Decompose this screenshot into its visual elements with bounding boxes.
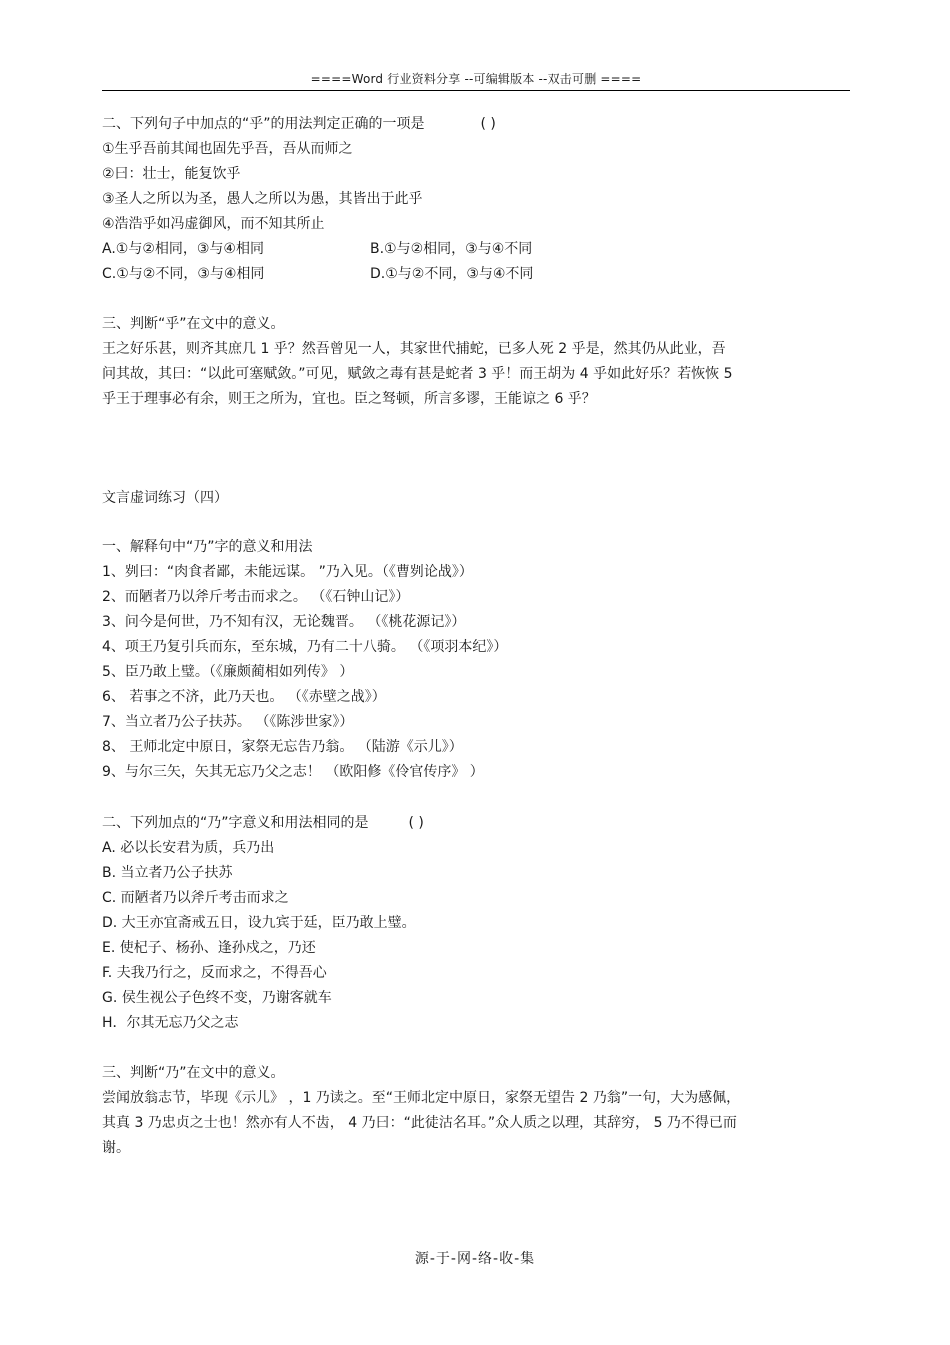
hu-q2-sentence: ④浩浩乎如冯虚御风，而不知其所止 [102,216,325,232]
nai-q1-item: 3、问今是何世，乃不知有汉，无论魏晋。 （《桃花源记》） [102,614,466,630]
nai-q2-option: D. 大王亦宜斋戒五日，设九宾于廷，臣乃敢上璧。 [102,915,416,931]
nai-q1-item: 5、臣乃敢上璧。（《廉颇蔺相如列传》 ） [102,664,354,680]
hu-q2-option-d: D.①与②不同，③与④不同 [370,266,534,282]
hu-q3-passage-line: 问其故，其曰：“以此可塞赋敛。”可见，赋敛之毒有甚是蛇者 3 乎！而王胡为 4 乎如此好乐？若恢恢 5 [102,366,733,382]
nai-q3-passage-line: 谢。 [102,1140,130,1156]
nai-q2-option: F. 夫我乃行之，反而求之，不得吾心 [102,965,327,981]
page-footer: 源-于-网-络-收-集 [414,1251,536,1267]
hu-q2-title-line [102,112,850,137]
hu-q2-options-row [102,262,850,287]
nai-question-3 [102,1061,850,1161]
nai-q2-answer-paren: ( ) [408,815,424,831]
hu-q2-answer-paren: ( ) [480,116,496,132]
nai-q2-option: C. 而陋者乃以斧斤考击而求之 [102,890,289,906]
hu-q2-option-b: B.①与②相同，③与④不同 [370,241,533,257]
hu-q2-option-c: C.①与②不同，③与④相同 [102,266,265,282]
nai-section-title: 文言虚词练习（四） [102,490,228,506]
header-divider [102,90,850,91]
hu-q3-title: 三、判断“乎”在文中的意义。 [102,316,285,332]
nai-section [102,486,850,511]
nai-q2-option: B. 当立者乃公子扶苏 [102,865,233,881]
nai-question-1 [102,535,850,785]
nai-q1-title: 一、解释句中“乃”字的意义和用法 [102,539,313,555]
nai-q1-item: 4、项王乃复引兵而东，至东城，乃有二十八骑。 （《项羽本纪》） [102,639,508,655]
hu-question-3 [102,312,850,412]
nai-q1-item: 9、与尔三矢，矢其无忘乃父之志！ （欧阳修《伶官传序》 ） [102,764,484,780]
hu-q2-sentence: ①生乎吾前其闻也固先乎吾，吾从而师之 [102,141,353,157]
nai-q3-passage-line: 其真 3 乃忠贞之士也！然亦有人不齿， 4 乃曰：“此徒沽名耳。”众人质之以理，其辞穷， 5 乃不得已而 [102,1115,737,1131]
nai-q3-title: 三、判断“乃”在文中的意义。 [102,1065,285,1081]
nai-q1-item: 8、 王师北定中原日，家祭无忘告乃翁。 （陆游《示儿》） [102,739,463,755]
nai-q2-option: E. 使杞子、杨孙、逢孙戍之，乃还 [102,940,316,956]
nai-q3-passage-line: 尝闻放翁志节，毕现《示儿》 ，1 乃读之。至“王师北定中原日，家祭无望告 2 乃翁”一句，大为感佩， [102,1090,741,1106]
nai-q2-title-line [102,811,850,836]
hu-q2-sentence: ②曰：壮士，能复饮乎 [102,166,241,182]
nai-q1-item: 7、当立者乃公子扶苏。 （《陈涉世家》） [102,714,354,730]
hu-q2-option-a: A.①与②相同，③与④相同 [102,241,264,257]
nai-q1-item: 6、 若事之不济，此乃天也。 （《赤壁之战》） [102,689,386,705]
hu-q3-passage-line: 乎王于理事必有余，则王之所为，宜也。臣之驽顿，所言多谬，王能谅之 6 乎？ [102,391,596,407]
page-header: ====Word 行业资料分享 --可编辑版本 --双击可删 ==== [310,72,642,86]
hu-q2-options-row [102,237,850,262]
hu-question-2 [102,112,850,287]
nai-question-2 [102,811,850,1036]
nai-q1-item: 2、而陋者乃以斧斤考击而求之。 （《石钟山记》） [102,589,410,605]
nai-q2-option: H．尔其无忘乃父之志 [102,1015,239,1031]
nai-q2-option: G. 侯生视公子色终不变，乃谢客就车 [102,990,332,1006]
hu-q2-sentence: ③圣人之所以为圣，愚人之所以为愚，其皆出于此乎 [102,191,423,207]
nai-q2-title: 二、下列加点的“乃”字意义和用法相同的是 [102,815,369,831]
hu-q2-title: 二、下列句子中加点的“乎”的用法判定正确的一项是 [102,116,425,132]
hu-q3-passage-line: 王之好乐甚，则齐其庶几 1 乎？然吾曾见一人，其家世代捕蛇，已多人死 2 乎是，然其仍从此业，吾 [102,341,726,357]
nai-q2-option: A. 必以长安君为质，兵乃出 [102,840,275,856]
nai-q1-item: 1、刿曰：“肉食者鄙，未能远谋。 ”乃入见。（《曹刿论战》） [102,564,473,580]
